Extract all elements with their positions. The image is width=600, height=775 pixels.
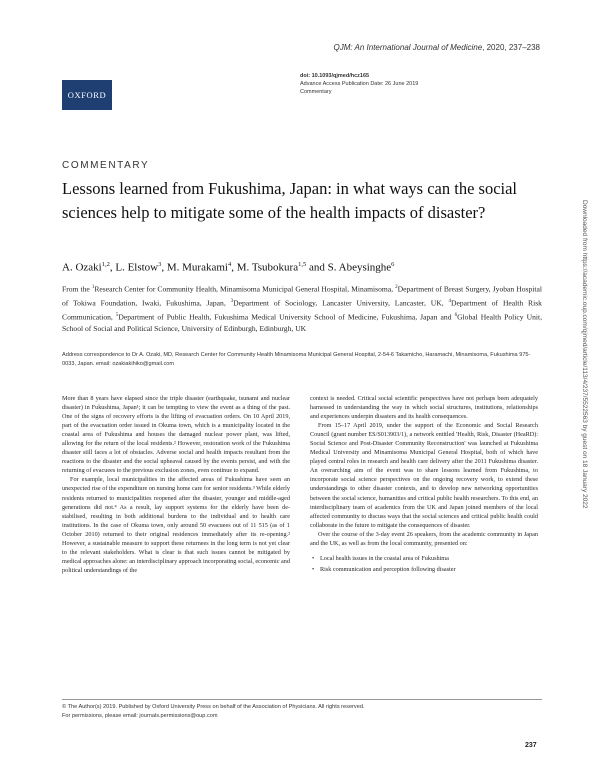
body-column-left bbox=[62, 394, 290, 575]
paragraph: More than 8 years have elapsed since the triple disaster (earthquake, tsunami and nuclear disaster) in Fukushima, Japan¹; it can be tempting to view the event as a thing of the past. One of the signs of recovery efforts is the lifting of evacuation orders. On 10 April 2019, part of the evacuation order issued in Okuma town, which is a municipality located in the coastal area of Fukushima and houses the damaged nuclear power plant, was lifted, allowing for the return of the local residents.² However, restoration work of the Fukushima disaster still faces a lot of obstacles. Adverse social and health impacts resultant from the reactions to the disaster and the social upheaval caused by the events persist, and with the returning of evacuees to the previous exclusion zones, even continue to expand. bbox=[62, 395, 290, 475]
paragraph: Over the course of the 3-day event 26 speakers, from the academic community in Japan and the UK, as well as from the local community, presented on: bbox=[310, 530, 538, 547]
journal-volume-pages: , 2020, 237–238 bbox=[482, 43, 540, 52]
affiliation-number: 6 bbox=[454, 312, 458, 318]
article-type: Commentary bbox=[300, 89, 332, 95]
affiliation-text: Department of Public Health, Fukushima Medical University School of Medicine, Fukushima, Japan and bbox=[118, 312, 455, 322]
list-item: • Local health issues in the coastal area of Fukushima bbox=[310, 554, 538, 563]
affiliation-number: 1 bbox=[91, 285, 95, 290]
author-separator: and bbox=[306, 261, 328, 274]
article-title: Lessons learned from Fukushima, Japan: in what ways can the social sciences help to mitigate some of the health impacts of disaster? bbox=[62, 179, 518, 222]
copyright-notice: © The Author(s) 2019. Published by Oxford University Press on behalf of the Association of Physicians. All rights reserved. bbox=[62, 704, 365, 710]
author-affiliation-ref: 6 bbox=[391, 261, 395, 268]
list-item: • Risk communication and perception following disaster bbox=[310, 565, 538, 574]
paragraph: For example, local municipalities in the affected areas of Fukushima have seen an unexpected rise of the expenditure on nursing home care for senior residents.³ While elderly residents returned to municipalities reopened after the disaster, younger and middle-aged generations did not.⁴ As a result, lay support systems for the elderly have been de-stabilised, resulting in both additional burdens to the individual and to health care institutions. In the case of Okuma town, only around 50 evacuees out of 11 515 (as of 1 October 2010) returned to their original residences immediately after its re-opening.² However, a sustainable measure to support these returnees in the long term is not yet clear to the relevant stakeholders. What is clear is that such issues cannot be mitigated by medical approaches alone: an interdisciplinary approach incorporating social, economic and political understandings of the bbox=[62, 476, 290, 574]
affiliation-text: Research Center for Community Health, Minamisoma Municipal General Hospital, Minamisoma, bbox=[94, 284, 396, 294]
author-name: M. Tsubokura bbox=[236, 261, 299, 274]
affiliation-number: 4 bbox=[448, 298, 452, 304]
affiliation-number: 3 bbox=[230, 298, 234, 304]
author-affiliation-ref: 4 bbox=[227, 261, 232, 268]
author-separator: , bbox=[161, 261, 167, 274]
footer bbox=[62, 703, 365, 721]
permissions-notice: For permissions, please email: journals.permissions@oup.com bbox=[62, 713, 218, 719]
paragraph: From 15–17 April 2019, under the support of the Economic and Social Research Council (grant number ES/S013903/1), a network entitled 'Health, Risk, Disaster (HeaRD): Social Science and Post-Disaster Community Reconstruction' was launched at Fukushima Medical University and Minamisoma Municipal General Hospital, both of which have played central roles in research and health care delivery after the 2011 Fukushima disaster. An overarching aim of the event was to share lessons learned from Fukushima, to incorporate social science perspectives on the ongoing recovery work, to extend these understandings to other disaster contexts, and to develop new networking opportunities between the social science, humanities and critical public health researchers. To this end, an interdisciplinary team of academics from the UK and Japan joined members of the local affected community to discuss ways that the social sciences and critical public health could collaborate in the future to mitigate the consequences of disaster. bbox=[310, 422, 538, 529]
affiliations: From the $^1$Research Center for Community Health, Minamisoma Municipal General Hospital, Minamisoma, $^2$Department of Breast Surgery, Jyoban Hospital of Tokiwa Foundation, Iwaki, Fukushima, Japan, $^3$Department of Sociology, Lancaster University, Lancaster, UK, $^4$Department of Health Risk Communication, $^5$Department of Public Health, Fukushima Medical University School of Medicine, Fukushima, Japan and $^6$Global Health Policy Unit, School of Social and Political Science, University of Edinburgh, Edinburgh, UK bbox=[62, 284, 543, 334]
section-label: COMMENTARY bbox=[62, 160, 150, 171]
affiliation-text: Department of Breast Surgery, Jyoban Hospital of Tokiwa Foundation, Iwaki, Fukushima, Japan, bbox=[62, 284, 543, 308]
page-number: 237 bbox=[525, 742, 537, 749]
body-column-right bbox=[310, 394, 538, 576]
oxford-logo: OXFORD bbox=[62, 80, 112, 110]
download-sidebar bbox=[580, 200, 588, 580]
download-notice[interactable]: Downloaded from https://academic.oup.com/qjmed/article/113/4/237/5522563 by guest on 18 January 2022 bbox=[581, 200, 588, 509]
advance-access-date: Advance Access Publication Date: 26 June 2019 bbox=[300, 81, 419, 87]
author-name: S. Abeysinghe bbox=[327, 261, 392, 274]
article-meta bbox=[300, 72, 418, 96]
author-separator: , bbox=[109, 261, 116, 274]
author-affiliation-ref: 1,5 bbox=[298, 261, 307, 268]
correspondence: Address correspondence to Dr A. Ozaki, MD, Research Center for Community Health Minamisoma Municipal General Hospital, 2-54-6 Takamicho, Haramachi, Minamisoma, Fukushima 975-0033, Japan. email: ozakiakihiko@gmail.com bbox=[62, 352, 531, 367]
author-name: A. Ozaki bbox=[62, 261, 102, 274]
journal-name: QJM: An International Journal of Medicine bbox=[333, 43, 483, 52]
affiliation-text: Department of Health Risk Communication, bbox=[62, 298, 542, 322]
author-name: L. Elstow bbox=[115, 261, 159, 274]
doi[interactable]: doi: 10.1093/qjmed/hcz165 bbox=[300, 73, 370, 79]
journal-citation bbox=[333, 43, 540, 52]
affiliation-number: 2 bbox=[395, 285, 398, 290]
author-list bbox=[62, 261, 394, 274]
affiliation-text: Global Health Policy Unit, School of Social and Political Science, University of Edinburgh, Edinburgh, UK bbox=[62, 312, 542, 334]
author-separator: , bbox=[231, 261, 237, 274]
author-affiliation-ref: 1,2 bbox=[101, 261, 110, 268]
author-affiliation-ref: 3 bbox=[158, 261, 162, 268]
affiliation-number: 5 bbox=[115, 312, 119, 318]
paragraph: context is needed. Critical social scientific perspectives have not perhaps been adequately harnessed in understanding the way in which social structures, institutions, relationships and experiences underpin disasters and its health consequences. bbox=[310, 395, 538, 421]
topic-list bbox=[310, 554, 538, 574]
affiliation-text: Department of Sociology, Lancaster University, Lancaster, UK, bbox=[233, 298, 449, 308]
author-name: M. Murakami bbox=[166, 261, 228, 274]
footer-divider bbox=[62, 699, 542, 700]
